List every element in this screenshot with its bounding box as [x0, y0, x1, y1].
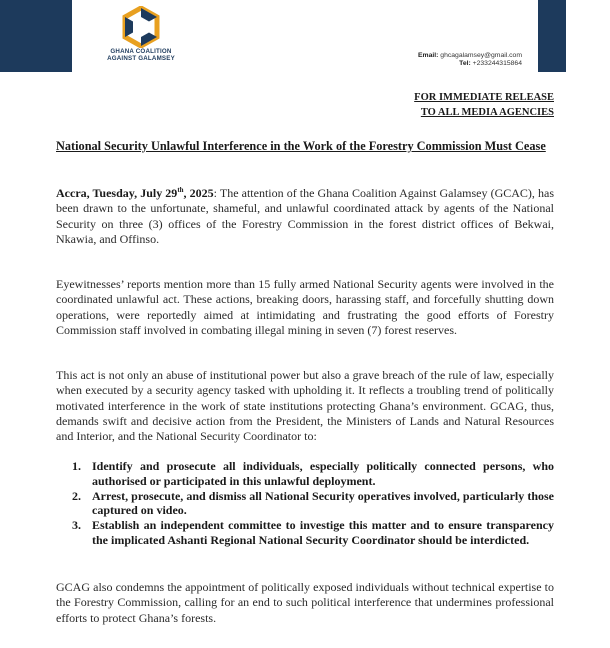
tel-label: Tel: [459, 60, 471, 67]
email-value: ghcagalamsey@gmail.com [440, 52, 522, 59]
list-item: 3. Establish an independent committee to investige this matter and to ensure transparency the implicated Ashanti Regional National Security Coordinator should be interdicted. [72, 518, 554, 547]
paragraph-abuse: This act is not only an abuse of institutional power but also a grave breach of the rule of law, especially when executed by a security agency tasked with upholding it. It reflects a troubling trend of politically motivated interference in the work of state institutions protecting Ghana’s environment. GCAG, thus, demands swift and decisive action from the President, the Ministers of Lands and Natural Resources and Interior, and the National Security Coordinator to: [56, 368, 554, 444]
release-notice [414, 90, 554, 120]
paragraph-intro [56, 186, 554, 247]
tel-line [380, 60, 522, 68]
release-line1: FOR IMMEDIATE RELEASE [414, 92, 554, 103]
paragraph-condemnation: GCAG also condemns the appointment of politically exposed individuals without technical expertise to the Forestry Commission, calling for an end to such political interference that undermines professional efforts to protect Ghana’s forests. [56, 580, 554, 625]
list-item: 1. Identify and prosecute all individuals, especially politically connected persons, who authorised or participated in this unlawful deployment. [72, 459, 554, 488]
list-item: 2. Arrest, prosecute, and dismiss all National Security operatives involved, particularly those captured on video. [72, 488, 554, 518]
org-name-line2: AGAINST GALAMSEY [107, 55, 175, 62]
organization-logo [96, 6, 186, 70]
paragraph-eyewitness: Eyewitnesses’ reports mention more than 15 fully armed National Security agents were involved in the coordinated unlawful act. These actions, breaking doors, harassing staff, and forcefully shutting down operations, were reportedly aimed at intimidating and frustrating the good efforts of Forestry Commission staff involved in combating illegal mining in seven (7) forest reserves. [56, 277, 554, 337]
coalition-emblem-icon [119, 6, 163, 48]
email-line [380, 52, 522, 60]
press-release-title: National Security Unlawful Interference in the Work of the Forestry Commission Must Cease [56, 139, 546, 153]
org-name-line1: GHANA COALITION [110, 48, 172, 55]
header-bar-left [0, 0, 72, 72]
email-label: Email: [418, 52, 439, 59]
release-line2: TO ALL MEDIA AGENCIES [420, 107, 554, 118]
dateline: Accra, Tuesday, July 29th, 2025 [56, 186, 214, 200]
demands-list [72, 459, 554, 548]
header-bar-right [538, 0, 566, 72]
tel-value: +233244315864 [472, 60, 522, 67]
contact-block [380, 52, 522, 68]
intro-text: : The attention of the Ghana Coalition Against Galamsey (GCAC), has been drawn to the unfortunate, shameful, and unlawful coordinated attack by agents of the National Security on three (3) offices of the Forestry Commission in the forest district offices of Bekwai, Nkawia, and Offinso. [56, 186, 554, 246]
